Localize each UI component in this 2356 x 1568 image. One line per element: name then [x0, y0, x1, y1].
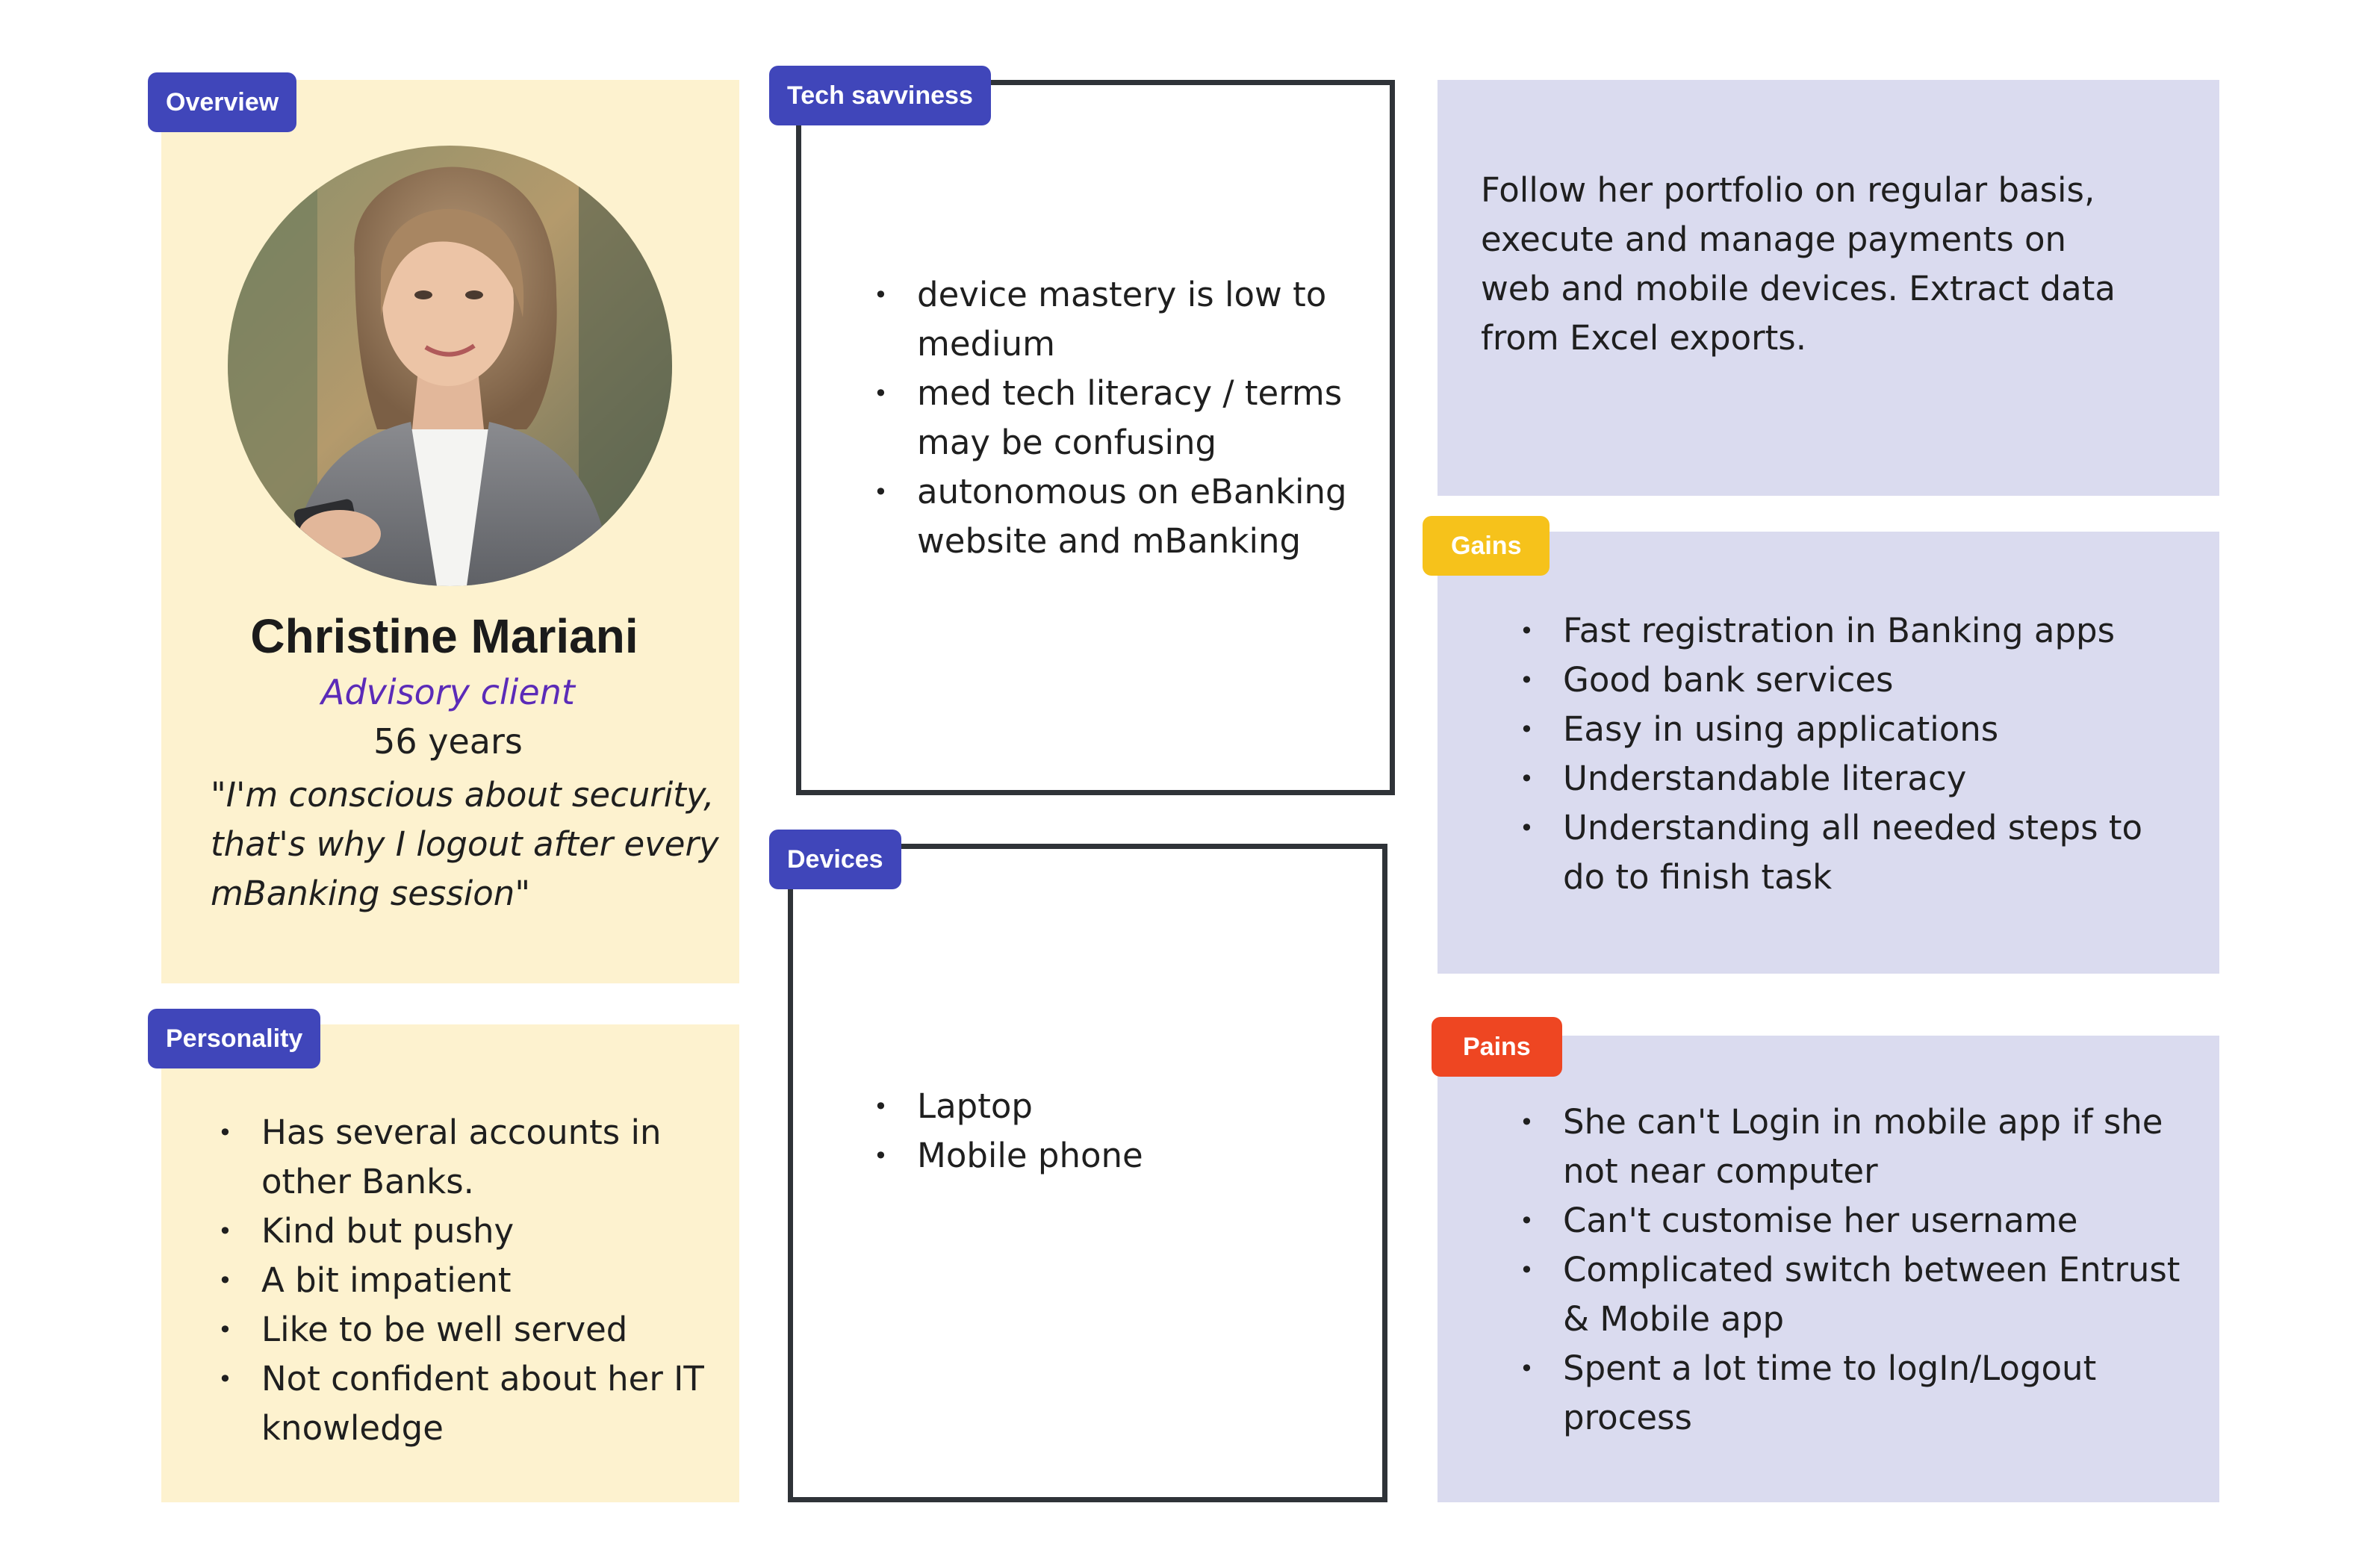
list-item: • She can't Login in mobile app if she not near computer	[1520, 1098, 2192, 1196]
devices-card	[788, 844, 1387, 1502]
pains-card	[1437, 1036, 2219, 1502]
list-item: • Easy in using applications	[1520, 705, 2184, 754]
list-item: • Understandable literacy	[1520, 754, 2184, 803]
persona-role: Advisory client	[321, 672, 575, 712]
personality-tag: Personality	[148, 1009, 320, 1068]
person-portrait-icon	[228, 146, 672, 586]
persona-age: 56 years	[373, 721, 523, 762]
list-item: • Laptop	[874, 1082, 1352, 1131]
list-item: • Like to be well served	[218, 1305, 711, 1354]
persona-name: Christine Mariani	[250, 609, 638, 663]
tech-savviness-list	[874, 270, 1352, 566]
gains-tag: Gains	[1423, 516, 1550, 576]
personality-card	[161, 1024, 739, 1502]
persona-quote: "I'm conscious about security, that's why I logout after every mBanking session"	[211, 775, 719, 913]
list-item: • autonomous on eBanking website and mBanking	[874, 467, 1352, 566]
gains-list	[1520, 606, 2184, 902]
pains-list	[1520, 1098, 2192, 1443]
goals-text: Follow her portfolio on regular basis, execute and manage payments on web and mobile devices. Extract data from Excel exports.	[1481, 170, 2116, 358]
profile-photo	[228, 146, 672, 586]
tech-savviness-card	[796, 80, 1395, 795]
list-item: • Mobile phone	[874, 1131, 1352, 1180]
pains-tag: Pains	[1432, 1017, 1562, 1077]
list-item: • med tech literacy / terms may be confusing	[874, 369, 1352, 467]
goals-card	[1437, 80, 2219, 496]
devices-list	[874, 1082, 1352, 1180]
list-item: • Can't customise her username	[1520, 1196, 2192, 1245]
list-item: • Understanding all needed steps to do to finish task	[1520, 803, 2184, 902]
list-item: • Good bank services	[1520, 656, 2184, 705]
list-item: • Has several accounts in other Banks.	[218, 1108, 711, 1207]
list-item: • Not confident about her IT knowledge	[218, 1354, 711, 1453]
overview-tag: Overview	[148, 72, 296, 132]
list-item: • A bit impatient	[218, 1256, 711, 1305]
personality-list	[218, 1108, 711, 1453]
list-item: • Spent a lot time to logIn/Logout process	[1520, 1344, 2192, 1443]
devices-tag: Devices	[769, 830, 901, 889]
list-item: • Complicated switch between Entrust & Mobile app	[1520, 1245, 2192, 1344]
list-item: • Fast registration in Banking apps	[1520, 606, 2184, 656]
list-item: • Kind but pushy	[218, 1207, 711, 1256]
gains-card	[1437, 532, 2219, 974]
list-item: • device mastery is low to medium	[874, 270, 1352, 369]
tech-savviness-tag: Tech savviness	[769, 66, 991, 125]
